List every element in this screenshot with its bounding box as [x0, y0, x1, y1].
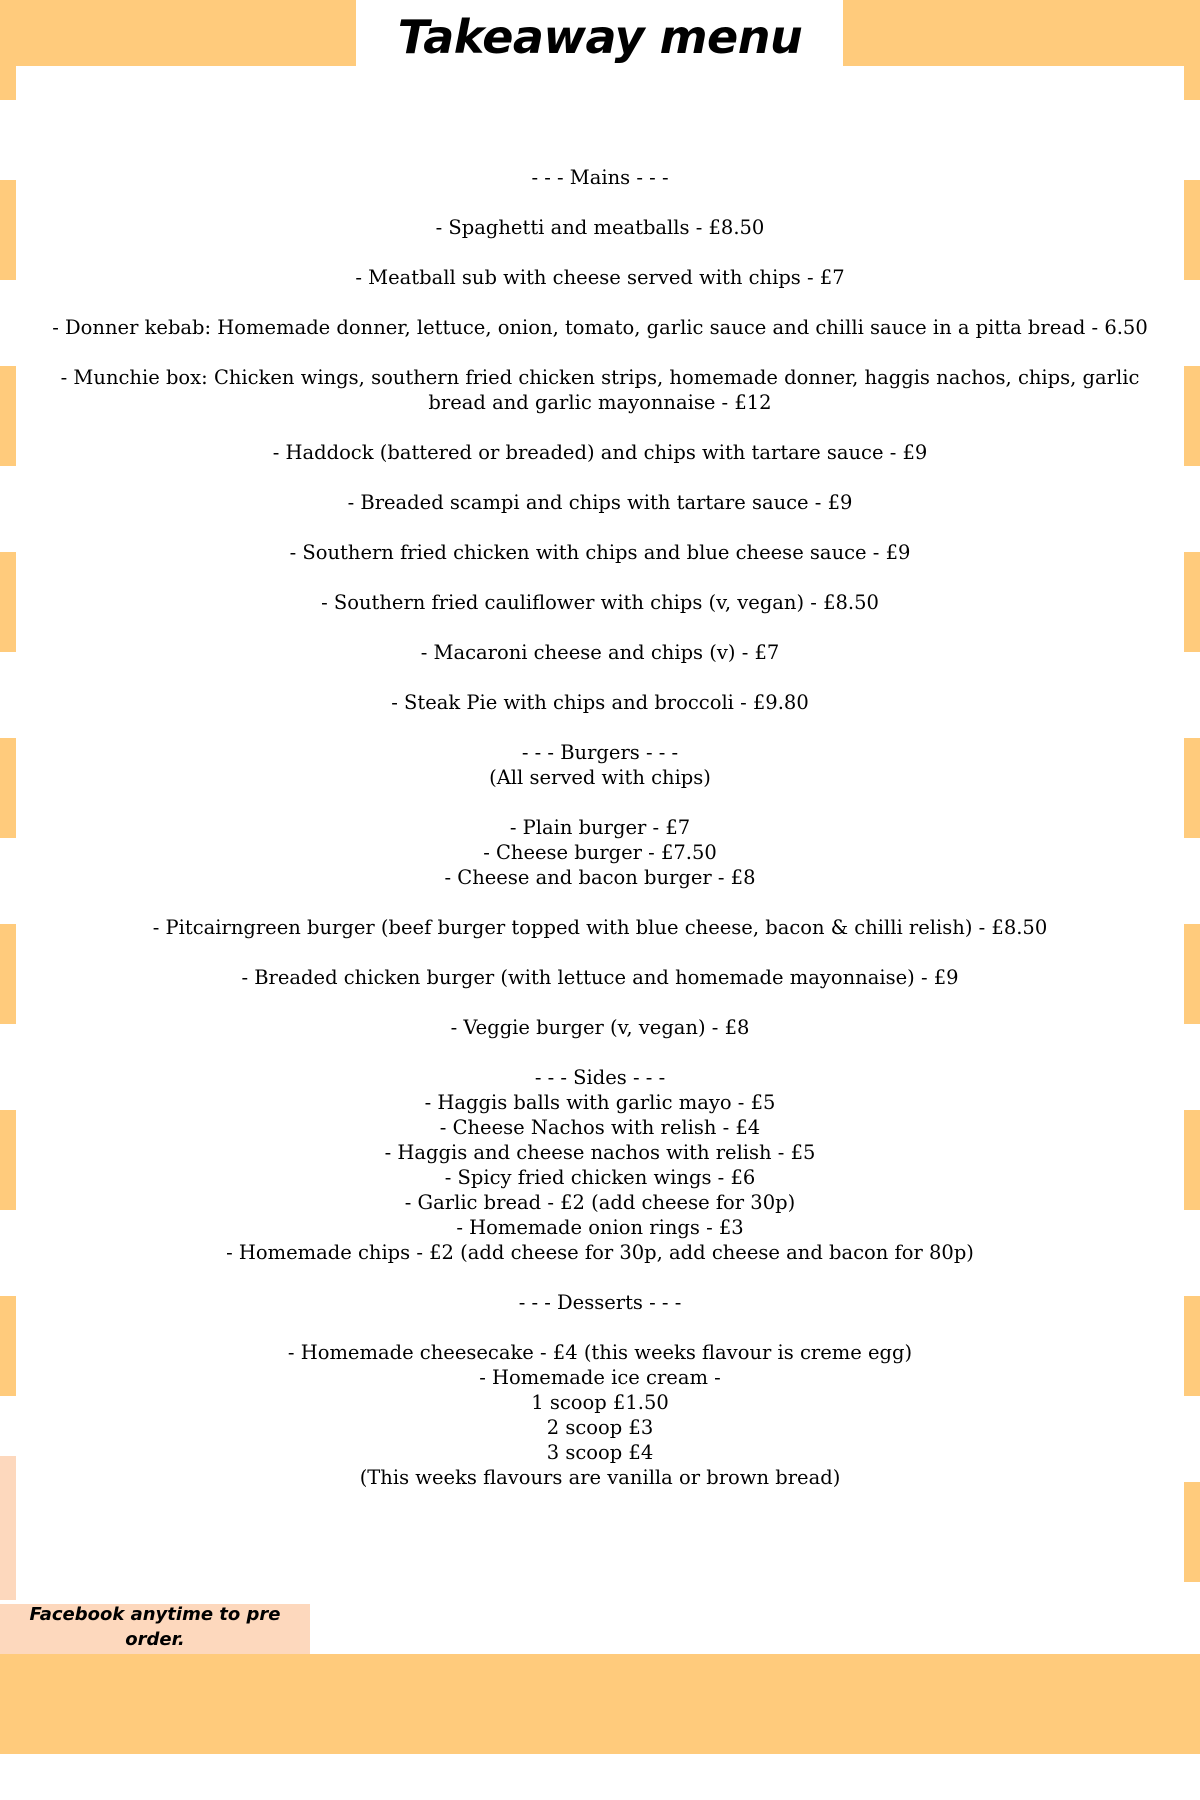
right-border-block — [1184, 180, 1200, 280]
right-border-block — [1184, 552, 1200, 652]
ice-cream-option: 2 scoop £3 — [546, 1416, 654, 1439]
menu-item: - Homemade onion rings - £3 — [456, 1216, 744, 1239]
menu-item: - Spaghetti and meatballs - £8.50 — [435, 216, 765, 239]
menu-item: - Homemade chips - £2 (add cheese for 30p, add cheese and bacon for 80p) — [226, 1241, 974, 1264]
section-subheading-burgers: (All served with chips) — [489, 766, 711, 789]
menu-item: - Breaded scampi and chips with tartare sauce - £9 — [347, 491, 853, 514]
ice-cream-heading: - Homemade ice cream - — [479, 1366, 721, 1389]
menu-item: - Spicy fried chicken wings - £6 — [444, 1166, 756, 1189]
ice-cream-note: (This weeks flavours are vanilla or brown bread) — [359, 1466, 841, 1489]
top-banner-right — [843, 0, 1200, 66]
menu-item: - Plain burger - £7 — [509, 816, 691, 839]
left-border-block — [0, 1296, 16, 1396]
menu-item: - Cheese and bacon burger - £8 — [444, 866, 756, 889]
right-border-block — [1184, 738, 1200, 838]
bottom-banner — [0, 1654, 1200, 1754]
menu-item: - Breaded chicken burger (with lettuce and homemade mayonnaise) - £9 — [241, 966, 959, 989]
section-heading-mains: - - - Mains - - - — [531, 166, 669, 189]
section-heading-desserts: - - - Desserts - - - — [518, 1291, 682, 1314]
menu-item: - Garlic bread - £2 (add cheese for 30p) — [404, 1191, 796, 1214]
menu-item: - Southern fried chicken with chips and blue cheese sauce - £9 — [289, 541, 911, 564]
right-border-block — [1184, 924, 1200, 1024]
title-box — [357, 7, 843, 66]
right-border-stub — [1184, 60, 1200, 100]
ice-cream-option: 3 scoop £4 — [546, 1441, 654, 1464]
page-title: Takeaway menu — [397, 9, 803, 64]
section-heading-sides: - - - Sides - - - — [534, 1066, 666, 1089]
right-border-block — [1184, 1110, 1200, 1210]
left-border-block — [0, 738, 16, 838]
menu-item: - Pitcairngreen burger (beef burger topped with blue cheese, bacon & chilli relish) - £8.50 — [152, 916, 1048, 939]
menu-item: - Meatball sub with cheese served with chips - £7 — [355, 266, 845, 289]
left-border-block — [0, 552, 16, 652]
menu-item: - Munchie box: Chicken wings, southern fried chicken strips, homemade donner, haggis nachos, chips, garlic bread and garlic mayonnaise - £12 — [60, 366, 1140, 414]
section-heading-burgers: - - - Burgers - - - — [521, 741, 679, 764]
right-border-block — [1184, 1482, 1200, 1582]
menu-item: - Haggis balls with garlic mayo - £5 — [424, 1091, 776, 1114]
preorder-note: Facebook anytime to pre order. — [29, 1604, 281, 1650]
right-border-block — [1184, 366, 1200, 466]
menu-item: - Donner kebab: Homemade donner, lettuce, onion, tomato, garlic sauce and chilli sauce in a pitta bread - 6.50 — [52, 316, 1148, 339]
menu-item: - Southern fried cauliflower with chips (v, vegan) - £8.50 — [321, 591, 879, 614]
right-border-block — [1184, 1296, 1200, 1396]
menu-item: - Cheese burger - £7.50 — [483, 841, 717, 864]
menu-item: - Haggis and cheese nachos with relish - £5 — [384, 1141, 816, 1164]
menu-item: - Homemade cheesecake - £4 (this weeks flavour is creme egg) — [287, 1341, 913, 1364]
menu-item: - Veggie burger (v, vegan) - £8 — [450, 1016, 750, 1039]
menu-content — [50, 165, 1150, 1490]
left-border-block — [0, 924, 16, 1024]
menu-item: - Haddock (battered or breaded) and chips with tartare sauce - £9 — [272, 441, 928, 464]
left-border-block — [0, 366, 16, 466]
top-banner-left — [0, 0, 356, 66]
menu-item: - Cheese Nachos with relish - £4 — [439, 1116, 761, 1139]
ice-cream-option: 1 scoop £1.50 — [531, 1391, 669, 1414]
left-border-stub — [0, 60, 16, 100]
menu-item: - Macaroni cheese and chips (v) - £7 — [420, 641, 780, 664]
left-border-block — [0, 1110, 16, 1210]
left-tab — [0, 1456, 16, 1600]
menu-item: - Steak Pie with chips and broccoli - £9.80 — [391, 691, 809, 714]
preorder-note-box — [0, 1604, 310, 1654]
left-border-block — [0, 180, 16, 280]
